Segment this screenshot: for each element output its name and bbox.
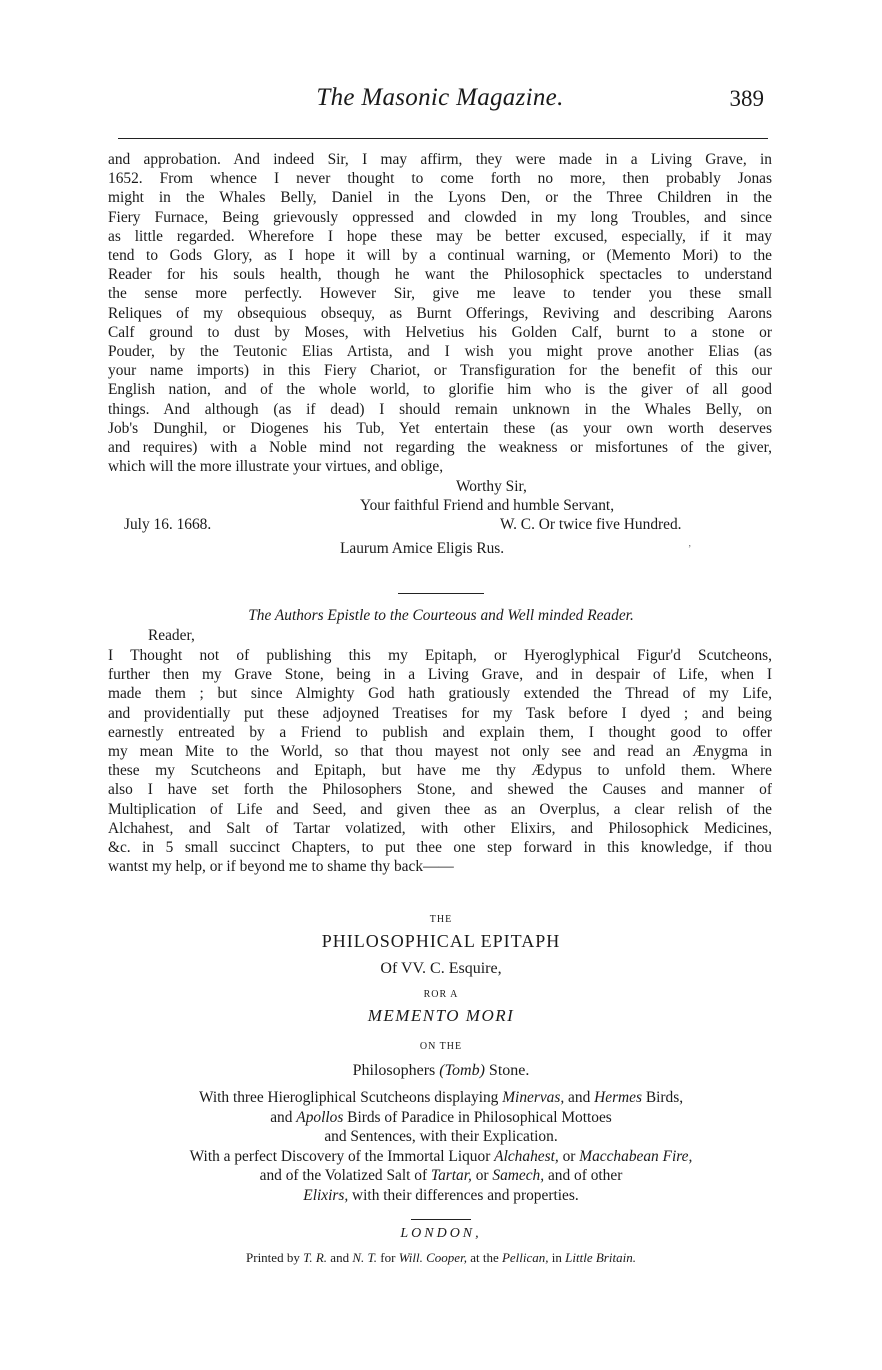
desc-text: and of other — [544, 1167, 623, 1184]
title-stone-line — [0, 1062, 882, 1080]
stray-mark: ʼ — [688, 544, 692, 555]
salutation: Reader, — [148, 627, 195, 644]
text-line: &c. in 5 small succinct Chapters, to put thee one step forward in this knowledge, if thou — [108, 839, 772, 857]
title-the: THE — [429, 914, 453, 925]
text-line: wantst my help, or if beyond me to shame thy back—— — [108, 858, 454, 876]
description-line — [0, 1108, 882, 1128]
text-line: my mean Mite to the World, so that thou mayest not only see and read an Ænygma in — [108, 743, 772, 761]
text-line: as little regarded. Wherefore I hope these may be better excused, especially, if it may — [108, 227, 772, 245]
printer-text: for — [377, 1250, 399, 1265]
text-line: Reader for his souls health, though he want the Philosophick spectacles to understand — [108, 266, 772, 284]
title-memento-mori: MEMENTO MORI — [367, 1006, 515, 1025]
imprint-london: LONDON, — [400, 1226, 482, 1241]
desc-text: Birds, — [642, 1089, 684, 1106]
desc-text: Birds of Paradice in Philosophical Mottoes — [343, 1108, 612, 1126]
epistle-paragraph — [108, 646, 772, 876]
text-line: the sense more perfectly. However Sir, give me leave to tender you these small — [108, 285, 772, 303]
desc-text: or — [471, 1167, 493, 1184]
text-line: earnestly entreated by a Friend to publish and explain them, I thought good to offer — [108, 723, 772, 741]
text-line: made them ; but since Almighty God hath gratiously extended the Thread of my Life, — [108, 685, 772, 703]
printer-text: at the — [466, 1250, 502, 1265]
printer-text: in — [548, 1250, 566, 1265]
desc-italic: Samech, — [492, 1167, 545, 1184]
text-line: Pouder, by the Teutonic Elias Artista, and I wish you might prove another Elias (as — [108, 343, 772, 361]
closing-address: Worthy Sir, — [456, 478, 527, 495]
title-stone-tomb: (Tomb) — [439, 1062, 485, 1079]
closing-servant: Your faithful Friend and humble Servant, — [360, 497, 615, 514]
desc-italic: Hermes — [594, 1089, 642, 1106]
printer-italic: N. T. — [352, 1250, 378, 1265]
desc-text: With three Hierogliphical Scutcheons displaying — [198, 1089, 503, 1106]
text-line: and providentially put these adjoyned Treatises for my Task before I dyed ; and being — [108, 704, 772, 722]
description-line: and Sentences, with their Explication. — [324, 1128, 558, 1145]
text-line: tend to Gods Glory, as I hope it will by a continual warning, or (Memento Mori) to the — [108, 247, 772, 265]
desc-italic: Alchahest, — [494, 1147, 559, 1165]
text-line: Fiery Furnace, Being grievously oppressed and clowded in my long Troubles, and since — [108, 208, 772, 226]
title-stone-pre: Philosophers — [352, 1062, 440, 1079]
printer-italic: Little Britain. — [565, 1250, 636, 1265]
epistle-heading: The Authors Epistle to the Courteous and Well minded Reader. — [248, 607, 634, 624]
desc-italic: Minervas, — [502, 1089, 565, 1106]
text-line: 1652. From whence I never thought to come forth no more, then probably Jonas — [108, 170, 772, 188]
letter-date: July 16. 1668. — [124, 516, 212, 533]
text-line: Alchahest, and Salt of Tartar volatized, with other Elixirs, and Philosophick Medicines, — [108, 819, 772, 837]
text-line: and approbation. And indeed Sir, I may affirm, they were made in a Living Grave, in — [108, 151, 772, 168]
text-line: Reliques of my obsequious obsequy, as Burnt Offerings, Reviving and describing Aarons — [108, 304, 772, 322]
text-line: might in the Whales Belly, Daniel in the Lyons Den, or the Three Children in the — [108, 189, 772, 207]
desc-italic: Apollos — [296, 1108, 344, 1126]
section-rule — [398, 593, 484, 594]
description-line — [0, 1147, 882, 1167]
running-head — [110, 84, 770, 118]
printer-italic: Will. Cooper, — [398, 1250, 467, 1265]
motto: Laurum Amice Eligis Rus. — [340, 540, 505, 557]
page-number: 389 — [729, 86, 764, 111]
text-line: which will the more illustrate your virtues, and oblige, — [108, 458, 444, 476]
imprint-rule — [411, 1219, 471, 1220]
text-line: I Thought not of publishing this my Epitaph, or Hyeroglyphical Figur'd Scutcheons, — [108, 647, 772, 664]
desc-text: With a perfect Discovery of the Immortal Liquor — [189, 1147, 495, 1165]
text-line: further then my Grave Stone, being in a Living Grave, and in despair of Life, when I — [108, 666, 772, 684]
title-main: PHILOSOPHICAL EPITAPH — [321, 931, 561, 951]
title-ror-a: ROR A — [423, 989, 459, 1000]
desc-text: with their differences and properties. — [348, 1186, 579, 1204]
printer-italic: Pellican, — [501, 1250, 549, 1265]
text-line: your name imports) in this Fiery Chariot, or Transfiguration for the benefit of this our — [108, 362, 772, 380]
text-line: these my Scutcheons and Epitaph, but have me thy Ædypus to unfold them. Where — [108, 762, 772, 780]
printer-text: and — [327, 1250, 353, 1265]
description-line — [0, 1186, 882, 1206]
text-line: Calf ground to dust by Moses, with Helvetius his Golden Calf, burnt to a stone or — [108, 323, 772, 341]
text-line: English nation, and of the whole world, to glorifie him who is the giver of all good — [108, 381, 772, 399]
description-line — [0, 1166, 882, 1186]
text-line: Job's Dunghil, or Diogenes his Tub, Yet entertain these (as your own worth deserves — [108, 419, 772, 437]
text-line: also I have set forth the Philosophers Stone, and shewed the Causes and manner of — [108, 781, 772, 799]
desc-text: and — [270, 1108, 297, 1126]
desc-text: or — [558, 1147, 580, 1165]
description-line — [0, 1088, 882, 1108]
title-on-the: ON THE — [419, 1041, 463, 1052]
letter-paragraph — [108, 150, 772, 476]
running-title: The Masonic Magazine. — [316, 84, 564, 111]
printer-italic: T. R. — [303, 1250, 328, 1265]
title-stone-post: Stone. — [484, 1062, 530, 1079]
header-rule — [118, 138, 768, 139]
desc-italic: Macchabean Fire, — [579, 1147, 693, 1165]
desc-text: and — [564, 1089, 595, 1106]
desc-text: and of the Volatized Salt of — [259, 1167, 431, 1184]
title-of: Of VV. C. Esquire, — [380, 960, 502, 977]
desc-italic: Tartar, — [430, 1167, 472, 1184]
signature: W. C. Or twice five Hundred. — [500, 516, 682, 533]
printer-text: Printed by — [246, 1250, 304, 1265]
imprint-printer-line — [0, 1250, 882, 1266]
title-description — [0, 1088, 882, 1205]
text-line: things. And although (as if dead) I should remain unknown in the Whales Belly, on — [108, 400, 772, 418]
text-line: Multiplication of Life and Seed, and given thee as an Overplus, a clear relish of the — [108, 800, 772, 818]
text-line: and requires) with a Noble mind not regarding the weakness or misfortunes of the giver, — [108, 439, 772, 457]
desc-italic: Elixirs, — [303, 1186, 349, 1204]
